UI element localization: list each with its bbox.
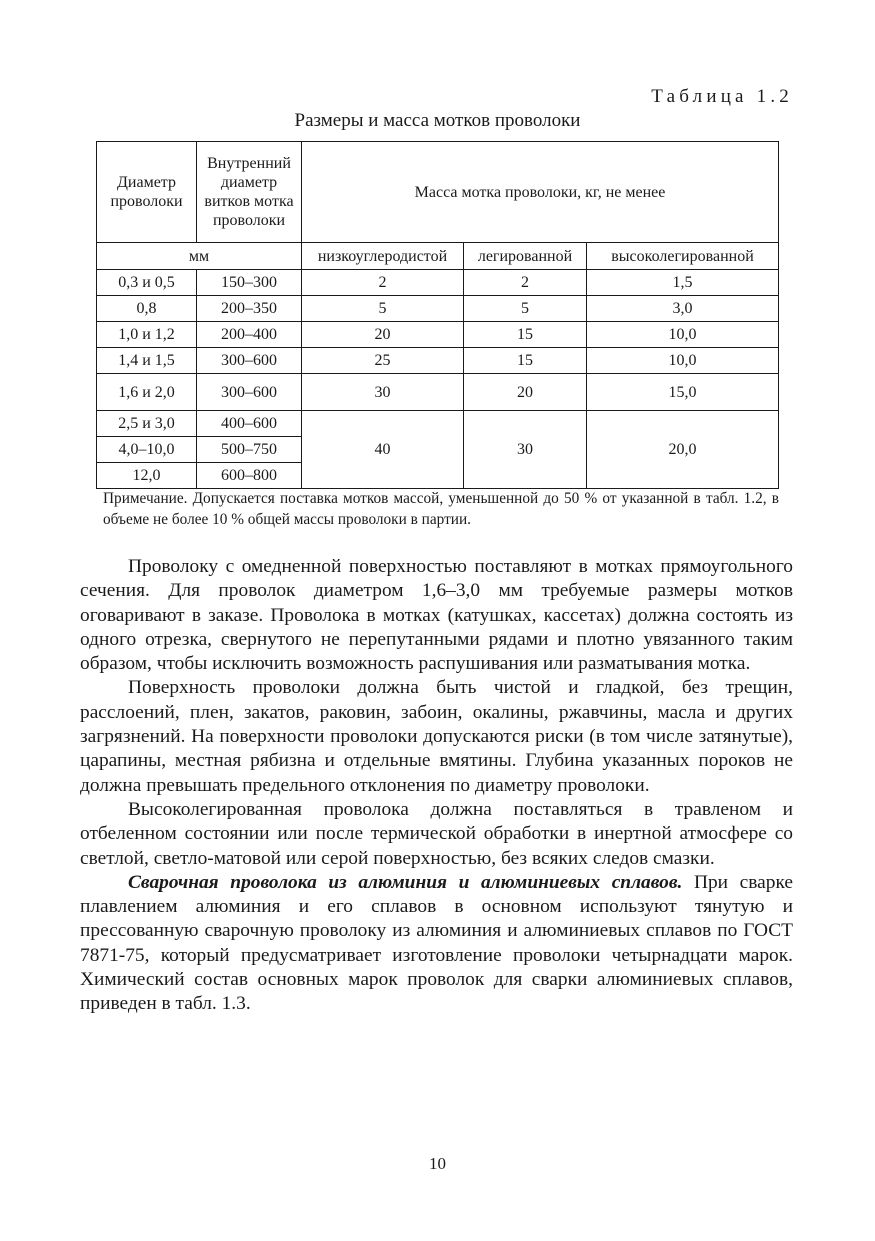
cell-low: 20 (302, 322, 464, 348)
table-units-row (97, 243, 779, 270)
cell-inner: 200–350 (197, 296, 302, 322)
header-units: мм (97, 243, 302, 270)
header-high-alloyed: высоколегированной (587, 243, 779, 270)
header-diameter: Диаметр проволоки (97, 142, 197, 243)
cell-diameter: 1,4 и 1,5 (97, 348, 197, 374)
table-header-row (97, 142, 779, 243)
table-row (97, 374, 779, 411)
header-mass: Масса мотка проволоки, кг, не менее (302, 142, 779, 243)
cell-diameter: 1,6 и 2,0 (97, 374, 197, 411)
table-title: Размеры и масса мотков проволоки (294, 110, 581, 131)
cell-low: 40 (302, 411, 464, 489)
table-label: Таблица 1.2 (651, 86, 793, 107)
header-alloyed: легированной (464, 243, 587, 270)
cell-high: 10,0 (587, 322, 779, 348)
cell-alloy: 15 (464, 322, 587, 348)
cell-alloy: 15 (464, 348, 587, 374)
cell-alloy: 20 (464, 374, 587, 411)
section-text: При сварке плавлением алюминия и его сплавов в основном используют тянутую и прессованную сварочную проволоку из алюминия и алюминиевых сплавов по ГОСТ 7871-75, который предусматривает изготовление проволоки четырнадцати марок. Химический состав основных марок проволок для сварки алюминиевых сплавов, приведен в табл. 1.3. (80, 871, 793, 1015)
cell-high: 20,0 (587, 411, 779, 489)
header-inner-diameter: Внутренний диаметр витков мотка проволоки (197, 142, 302, 243)
cell-low: 25 (302, 348, 464, 374)
page-number: 10 (429, 1154, 446, 1173)
cell-inner: 150–300 (197, 270, 302, 296)
body-text (80, 555, 793, 1017)
cell-alloy: 5 (464, 296, 587, 322)
cell-inner: 200–400 (197, 322, 302, 348)
cell-alloy: 2 (464, 270, 587, 296)
table-row (97, 411, 779, 437)
cell-inner: 300–600 (197, 348, 302, 374)
cell-low: 2 (302, 270, 464, 296)
cell-diameter: 0,3 и 0,5 (97, 270, 197, 296)
cell-high: 10,0 (587, 348, 779, 374)
section-paragraph (80, 871, 793, 1017)
cell-low: 5 (302, 296, 464, 322)
table-row (97, 270, 779, 296)
cell-high: 3,0 (587, 296, 779, 322)
cell-diameter: 2,5 и 3,0 (97, 411, 197, 437)
cell-inner: 400–600 (197, 411, 302, 437)
paragraph: Поверхность проволоки должна быть чистой и гладкой, без трещин, расслоений, плен, закатов, раковин, забоин, окалины, ржавчины, масла и других загрязнений. На поверхности проволоки допускаются риски (в том числе затянутые), царапины, местная рябизна и отдельные вмятины. Глубина указанных пороков не должна превышать предельного отклонения по диаметру проволоки. (80, 677, 793, 796)
cell-high: 15,0 (587, 374, 779, 411)
cell-inner: 500–750 (197, 437, 302, 463)
paragraph: Проволоку с омедненной поверхностью поставляют в мотках прямоугольного сечения. Для проволок диаметром 1,6–3,0 мм требуемые размеры мотков оговаривают в заказе. Проволока в мотках (катушках, кассетах) должна состоять из одного отрезка, свернутого не перепутанными рядами и плотно увязанного таким образом, чтобы исключить возможность распушивания или разматывания мотка. (80, 556, 793, 675)
cell-inner: 300–600 (197, 374, 302, 411)
header-low-carbon: низкоуглеродистой (302, 243, 464, 270)
table-row (97, 348, 779, 374)
cell-diameter: 0,8 (97, 296, 197, 322)
cell-low: 30 (302, 374, 464, 411)
cell-high: 1,5 (587, 270, 779, 296)
cell-alloy: 30 (464, 411, 587, 489)
cell-inner: 600–800 (197, 463, 302, 489)
table-note: Примечание. Допускается поставка мотков массой, уменьшенной до 50 % от указанной в табл. 1.2, в объеме не более 10 % общей массы проволоки в партии. (103, 490, 779, 528)
paragraph: Высоколегированная проволока должна поставляться в травленом и отбеленном состоянии или после термической обработки в инертной атмосфере со светлой, светло-матовой или серой поверхностью, без всяких следов смазки. (80, 798, 793, 869)
cell-diameter: 12,0 (97, 463, 197, 489)
table-row (97, 322, 779, 348)
wire-coil-table (96, 141, 779, 489)
cell-diameter: 4,0–10,0 (97, 437, 197, 463)
table-row (97, 296, 779, 322)
cell-diameter: 1,0 и 1,2 (97, 322, 197, 348)
section-heading: Сварочная проволока из алюминия и алюминиевых сплавов. (128, 871, 683, 893)
